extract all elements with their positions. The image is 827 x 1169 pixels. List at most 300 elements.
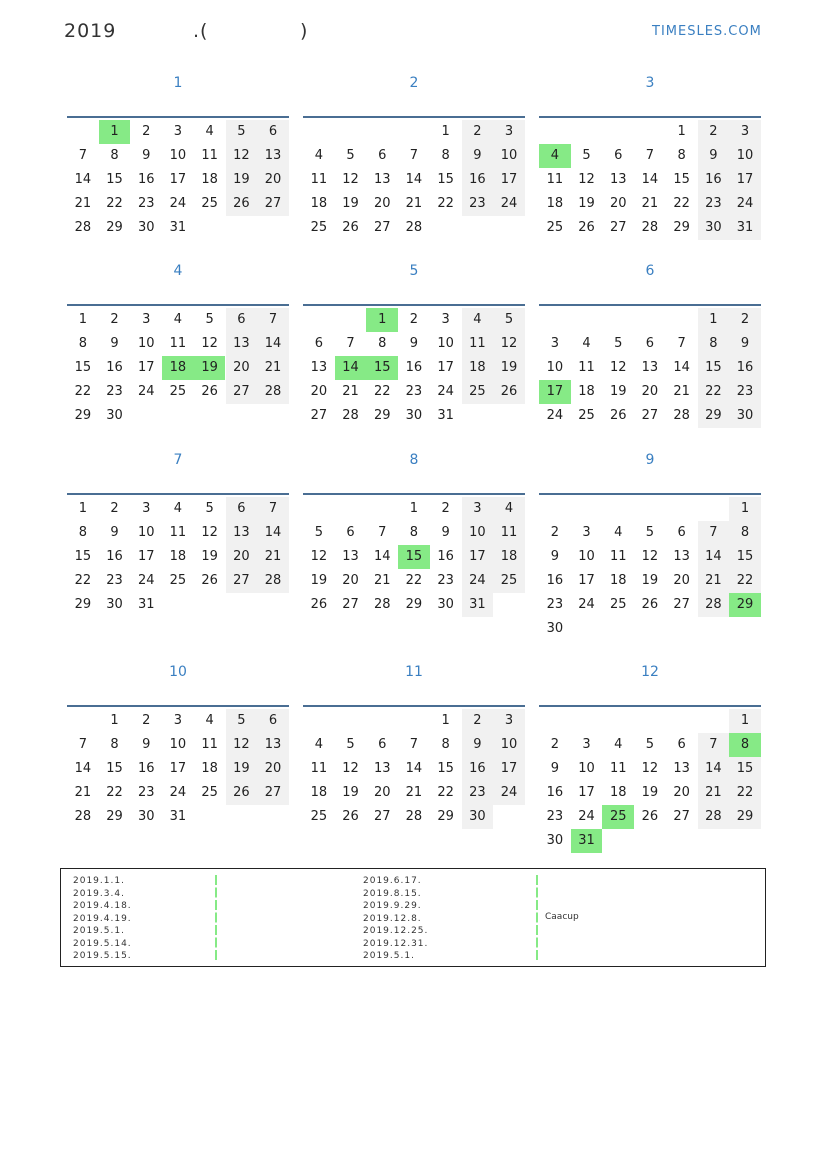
day-cell: 2 — [462, 120, 494, 144]
day-cell: 27 — [641, 408, 659, 423]
day-cell: 14 — [373, 549, 391, 564]
day-cell: 18 — [169, 549, 187, 564]
day-cell: 22 — [405, 573, 423, 588]
day-cell: 21 — [698, 781, 730, 805]
day-cell: 26 — [578, 220, 595, 235]
holiday-cell: 14 — [335, 356, 367, 380]
day-cell: 10 — [137, 525, 155, 540]
day-cell: 15 — [437, 172, 454, 187]
day-cell: 13 — [342, 549, 359, 564]
day-cell: 18 — [609, 785, 627, 800]
month-rule — [303, 493, 525, 495]
day-cell: 19 — [609, 384, 627, 399]
day-cell: 30 — [137, 809, 155, 824]
day-cell: 9 — [110, 336, 119, 351]
legend-note: Caacup — [545, 912, 579, 922]
day-cell: 17 — [493, 168, 525, 192]
day-cell: 7 — [378, 525, 387, 540]
day-cell: 15 — [106, 172, 123, 187]
day-cell: 30 — [462, 805, 494, 829]
day-cell: 1 — [729, 497, 761, 521]
holiday-cell: 17 — [539, 380, 571, 404]
day-cell: 10 — [578, 549, 595, 564]
day-cell: 30 — [106, 597, 123, 612]
holiday-cell: 15 — [398, 545, 430, 569]
day-cell: 16 — [546, 785, 564, 800]
day-cell: 25 — [169, 384, 187, 399]
day-cell: 1 — [78, 501, 87, 516]
day-cell: 22 — [74, 384, 92, 399]
holiday-cell: 25 — [602, 805, 634, 829]
day-cell: 4 — [614, 737, 623, 752]
day-cell: 27 — [310, 408, 328, 423]
day-cell: 14 — [257, 332, 289, 356]
day-cell: 14 — [698, 545, 730, 569]
day-cell: 20 — [342, 573, 359, 588]
legend-date: 2019.6.17. — [363, 876, 422, 886]
day-cell: 29 — [106, 809, 123, 824]
day-cell: 9 — [462, 733, 494, 757]
day-cell: 16 — [137, 761, 155, 776]
day-cell: 5 — [205, 501, 214, 516]
day-cell: 11 — [609, 761, 627, 776]
month-title: 4 — [173, 263, 183, 279]
holiday-cell: 1 — [99, 120, 131, 144]
day-cell: 11 — [609, 549, 627, 564]
day-cell: 17 — [437, 360, 454, 375]
day-cell: 18 — [310, 785, 328, 800]
day-cell: 29 — [74, 597, 92, 612]
site-logo[interactable]: TIMESLES.COM — [652, 24, 762, 39]
day-cell: 13 — [609, 172, 627, 187]
day-cell: 18 — [546, 196, 564, 211]
day-cell: 27 — [673, 809, 690, 824]
day-cell: 19 — [226, 168, 258, 192]
day-cell: 20 — [257, 757, 289, 781]
day-cell: 29 — [74, 408, 92, 423]
day-cell: 26 — [201, 384, 218, 399]
month-title: 5 — [409, 263, 419, 279]
day-cell: 9 — [462, 144, 494, 168]
day-cell: 11 — [169, 525, 187, 540]
day-cell: 30 — [729, 404, 761, 428]
day-cell: 19 — [342, 196, 359, 211]
month-title: 8 — [409, 452, 419, 468]
day-cell: 26 — [609, 408, 627, 423]
day-cell: 8 — [698, 332, 730, 356]
day-cell: 7 — [346, 336, 355, 351]
day-cell: 30 — [106, 408, 123, 423]
day-cell: 3 — [173, 124, 183, 139]
day-cell: 6 — [378, 737, 387, 752]
month-rule — [539, 116, 761, 118]
day-cell: 23 — [729, 380, 761, 404]
day-cell: 25 — [546, 220, 564, 235]
day-cell: 19 — [578, 196, 595, 211]
day-cell: 23 — [137, 785, 155, 800]
day-cell: 17 — [137, 549, 155, 564]
day-cell: 19 — [493, 356, 525, 380]
day-cell: 21 — [257, 545, 289, 569]
day-cell: 17 — [169, 172, 187, 187]
holiday-cell: 15 — [366, 356, 398, 380]
day-cell: 5 — [314, 525, 323, 540]
day-cell: 20 — [310, 384, 328, 399]
day-cell: 22 — [373, 384, 391, 399]
day-cell: 4 — [205, 713, 214, 728]
day-cell: 12 — [342, 172, 359, 187]
day-cell: 3 — [729, 120, 761, 144]
day-cell: 2 — [698, 120, 730, 144]
day-cell: 9 — [441, 525, 450, 540]
day-cell: 8 — [78, 525, 87, 540]
day-cell: 1 — [729, 709, 761, 733]
day-cell: 12 — [641, 761, 659, 776]
day-cell: 17 — [462, 545, 494, 569]
day-cell: 16 — [698, 168, 730, 192]
day-cell: 10 — [169, 148, 187, 163]
day-cell: 5 — [645, 737, 655, 752]
day-cell: 1 — [677, 124, 686, 139]
day-cell: 5 — [346, 737, 355, 752]
day-cell: 10 — [437, 336, 454, 351]
day-cell: 6 — [645, 336, 655, 351]
legend-date: 2019.1.1. — [73, 876, 125, 886]
day-cell: 21 — [698, 569, 730, 593]
day-cell: 4 — [173, 501, 183, 516]
day-cell: 30 — [437, 597, 454, 612]
day-cell: 12 — [342, 761, 359, 776]
day-cell: 22 — [437, 196, 454, 211]
day-cell: 27 — [257, 781, 289, 805]
day-cell: 28 — [673, 408, 690, 423]
day-cell: 16 — [405, 360, 423, 375]
day-cell: 30 — [137, 220, 155, 235]
day-cell: 13 — [673, 761, 690, 776]
day-cell: 8 — [677, 148, 686, 163]
day-cell: 7 — [78, 737, 87, 752]
day-cell: 5 — [493, 308, 525, 332]
day-cell: 27 — [609, 220, 627, 235]
legend-date: 2019.9.29. — [363, 901, 422, 911]
title-middle: .( — [193, 20, 209, 42]
day-cell: 20 — [673, 573, 690, 588]
day-cell: 19 — [641, 573, 659, 588]
day-cell: 12 — [226, 144, 258, 168]
day-cell: 15 — [673, 172, 690, 187]
month-title: 11 — [405, 664, 423, 680]
day-cell: 29 — [405, 597, 423, 612]
month-title: 2 — [409, 75, 419, 91]
day-cell: 5 — [226, 120, 258, 144]
day-cell: 31 — [169, 220, 187, 235]
day-cell: 4 — [173, 312, 183, 327]
day-cell: 4 — [314, 737, 323, 752]
day-cell: 28 — [698, 593, 730, 617]
day-cell: 19 — [342, 785, 359, 800]
day-cell: 5 — [582, 148, 591, 163]
day-cell: 11 — [493, 521, 525, 545]
day-cell: 31 — [137, 597, 155, 612]
legend-date: 2019.4.18. — [73, 901, 132, 911]
day-cell: 18 — [201, 172, 218, 187]
month-rule — [67, 116, 289, 118]
day-cell: 7 — [677, 336, 686, 351]
day-cell: 16 — [546, 573, 564, 588]
day-cell: 31 — [169, 809, 187, 824]
day-cell: 28 — [74, 809, 92, 824]
legend-date: 2019.5.15. — [73, 951, 132, 961]
day-cell: 4 — [493, 497, 525, 521]
month-7 — [67, 449, 289, 612]
month-2 — [303, 72, 525, 235]
legend-marker-left — [215, 875, 217, 962]
day-cell: 29 — [437, 809, 454, 824]
day-cell: 6 — [257, 120, 289, 144]
day-cell: 27 — [226, 569, 258, 593]
day-cell: 15 — [74, 360, 92, 375]
day-cell: 17 — [578, 573, 595, 588]
day-cell: 21 — [74, 196, 92, 211]
day-cell: 24 — [578, 809, 595, 824]
day-cell: 11 — [169, 336, 187, 351]
day-cell: 23 — [437, 573, 454, 588]
day-cell: 25 — [169, 573, 187, 588]
day-cell: 4 — [462, 308, 494, 332]
day-cell: 14 — [257, 521, 289, 545]
legend-date: 2019.4.19. — [73, 913, 132, 924]
day-cell: 13 — [373, 172, 391, 187]
day-cell: 28 — [373, 597, 391, 612]
legend-column-left — [73, 875, 132, 963]
holiday-cell: 8 — [729, 733, 761, 757]
legend-date: 2019.5.14. — [73, 938, 132, 949]
day-cell: 23 — [546, 597, 564, 612]
legend-date: 2019.8.15. — [363, 888, 422, 899]
day-cell: 22 — [106, 785, 123, 800]
day-cell: 16 — [729, 356, 761, 380]
month-rule — [539, 304, 761, 306]
day-cell: 28 — [405, 809, 423, 824]
day-cell: 31 — [462, 593, 494, 617]
day-cell: 2 — [550, 737, 559, 752]
day-cell: 8 — [441, 148, 450, 163]
day-cell: 14 — [74, 761, 92, 776]
day-cell: 29 — [729, 805, 761, 829]
day-cell: 12 — [226, 733, 258, 757]
day-cell: 19 — [310, 573, 328, 588]
day-cell: 26 — [493, 380, 525, 404]
day-cell: 11 — [310, 761, 328, 776]
day-cell: 26 — [226, 192, 258, 216]
day-cell: 29 — [106, 220, 123, 235]
day-cell: 6 — [226, 497, 258, 521]
day-cell: 10 — [578, 761, 595, 776]
day-cell: 9 — [550, 761, 559, 776]
month-rule — [303, 116, 525, 118]
day-cell: 8 — [110, 148, 119, 163]
day-cell: 27 — [673, 597, 690, 612]
month-rule — [67, 705, 289, 707]
day-cell: 16 — [106, 360, 123, 375]
legend-date: 2019.12.31. — [363, 938, 429, 949]
day-cell: 9 — [142, 148, 151, 163]
day-cell: 7 — [698, 521, 730, 545]
month-title: 12 — [641, 664, 659, 680]
day-cell: 16 — [437, 549, 454, 564]
month-11 — [303, 661, 525, 824]
month-title: 7 — [173, 452, 183, 468]
day-cell: 17 — [493, 757, 525, 781]
day-cell: 14 — [641, 172, 659, 187]
day-cell: 13 — [673, 549, 690, 564]
day-cell: 7 — [257, 308, 289, 332]
legend-date: 2019.5.1. — [363, 951, 415, 961]
day-cell: 11 — [201, 148, 218, 163]
day-cell: 25 — [462, 380, 494, 404]
day-cell: 25 — [493, 569, 525, 593]
day-cell: 2 — [550, 525, 559, 540]
day-cell: 4 — [314, 148, 323, 163]
day-cell: 14 — [673, 360, 690, 375]
day-cell: 7 — [78, 148, 87, 163]
legend-column-right — [363, 875, 428, 963]
day-cell: 8 — [729, 521, 761, 545]
month-title: 9 — [645, 452, 655, 468]
day-cell: 12 — [201, 525, 218, 540]
day-cell: 16 — [462, 168, 494, 192]
month-rule — [303, 304, 525, 306]
day-cell: 13 — [373, 761, 391, 776]
day-cell: 10 — [137, 336, 155, 351]
day-cell: 3 — [550, 336, 559, 351]
day-cell: 13 — [641, 360, 659, 375]
holiday-cell: 29 — [729, 593, 761, 617]
day-cell: 4 — [614, 525, 623, 540]
day-cell: 19 — [641, 785, 659, 800]
day-cell: 5 — [205, 312, 214, 327]
day-cell: 22 — [437, 785, 454, 800]
day-cell: 28 — [257, 380, 289, 404]
day-cell: 22 — [698, 380, 730, 404]
day-cell: 5 — [346, 148, 355, 163]
month-12 — [539, 661, 761, 848]
title-year: 2019 — [64, 20, 117, 42]
day-cell: 5 — [614, 336, 623, 351]
day-cell: 30 — [698, 216, 730, 240]
month-rule — [67, 304, 289, 306]
day-cell: 6 — [378, 148, 387, 163]
day-cell: 26 — [310, 597, 328, 612]
day-cell: 15 — [74, 549, 92, 564]
day-cell: 11 — [201, 737, 218, 752]
day-cell: 24 — [546, 408, 564, 423]
day-cell: 24 — [169, 196, 187, 211]
day-cell: 28 — [641, 220, 659, 235]
day-cell: 15 — [437, 761, 454, 776]
day-cell: 9 — [409, 336, 419, 351]
day-cell: 13 — [226, 521, 258, 545]
day-cell: 31 — [729, 216, 761, 240]
day-cell: 17 — [169, 761, 187, 776]
day-cell: 25 — [310, 809, 328, 824]
month-4 — [67, 260, 289, 423]
day-cell: 8 — [78, 336, 87, 351]
day-cell: 23 — [546, 809, 564, 824]
day-cell: 28 — [405, 220, 423, 235]
day-cell: 20 — [257, 168, 289, 192]
day-cell: 26 — [342, 809, 359, 824]
day-cell: 27 — [257, 192, 289, 216]
day-cell: 14 — [74, 172, 92, 187]
day-cell: 11 — [310, 172, 328, 187]
day-cell: 9 — [729, 332, 761, 356]
day-cell: 21 — [405, 785, 423, 800]
month-10 — [67, 661, 289, 824]
day-cell: 12 — [578, 172, 595, 187]
day-cell: 25 — [201, 196, 218, 211]
day-cell: 8 — [409, 525, 419, 540]
day-cell: 2 — [409, 312, 419, 327]
day-cell: 29 — [673, 220, 690, 235]
day-cell: 9 — [698, 144, 730, 168]
day-cell: 24 — [578, 597, 595, 612]
day-cell: 23 — [106, 573, 123, 588]
day-cell: 22 — [729, 569, 761, 593]
day-cell: 7 — [645, 148, 655, 163]
day-cell: 19 — [226, 757, 258, 781]
day-cell: 22 — [729, 781, 761, 805]
day-cell: 9 — [142, 737, 151, 752]
day-cell: 27 — [342, 597, 359, 612]
day-cell: 19 — [201, 549, 218, 564]
day-cell: 29 — [373, 408, 391, 423]
day-cell: 22 — [673, 196, 690, 211]
day-cell: 24 — [729, 192, 761, 216]
day-cell: 24 — [437, 384, 454, 399]
legend-date: 2019.3.4. — [73, 888, 125, 899]
month-rule — [67, 493, 289, 495]
day-cell: 6 — [614, 148, 623, 163]
day-cell: 24 — [493, 781, 525, 805]
day-cell: 16 — [462, 757, 494, 781]
day-cell: 26 — [641, 809, 659, 824]
day-cell: 20 — [226, 545, 258, 569]
day-cell: 6 — [677, 737, 686, 752]
month-title: 3 — [645, 75, 655, 91]
day-cell: 21 — [405, 196, 423, 211]
day-cell: 1 — [441, 124, 450, 139]
month-9 — [539, 449, 761, 636]
day-cell: 4 — [205, 124, 214, 139]
legend-date: 2019.12.25. — [363, 926, 429, 936]
day-cell: 7 — [698, 733, 730, 757]
day-cell: 2 — [110, 312, 119, 327]
day-cell: 10 — [169, 737, 187, 752]
day-cell: 17 — [578, 785, 595, 800]
day-cell: 29 — [698, 404, 730, 428]
day-cell: 4 — [582, 336, 591, 351]
month-title: 10 — [169, 664, 187, 680]
day-cell: 24 — [169, 785, 187, 800]
day-cell: 20 — [373, 196, 391, 211]
holiday-cell: 18 — [162, 356, 194, 380]
day-cell: 12 — [493, 332, 525, 356]
day-cell: 18 — [310, 196, 328, 211]
day-cell: 23 — [137, 196, 155, 211]
day-cell: 24 — [462, 569, 494, 593]
day-cell: 1 — [110, 713, 119, 728]
